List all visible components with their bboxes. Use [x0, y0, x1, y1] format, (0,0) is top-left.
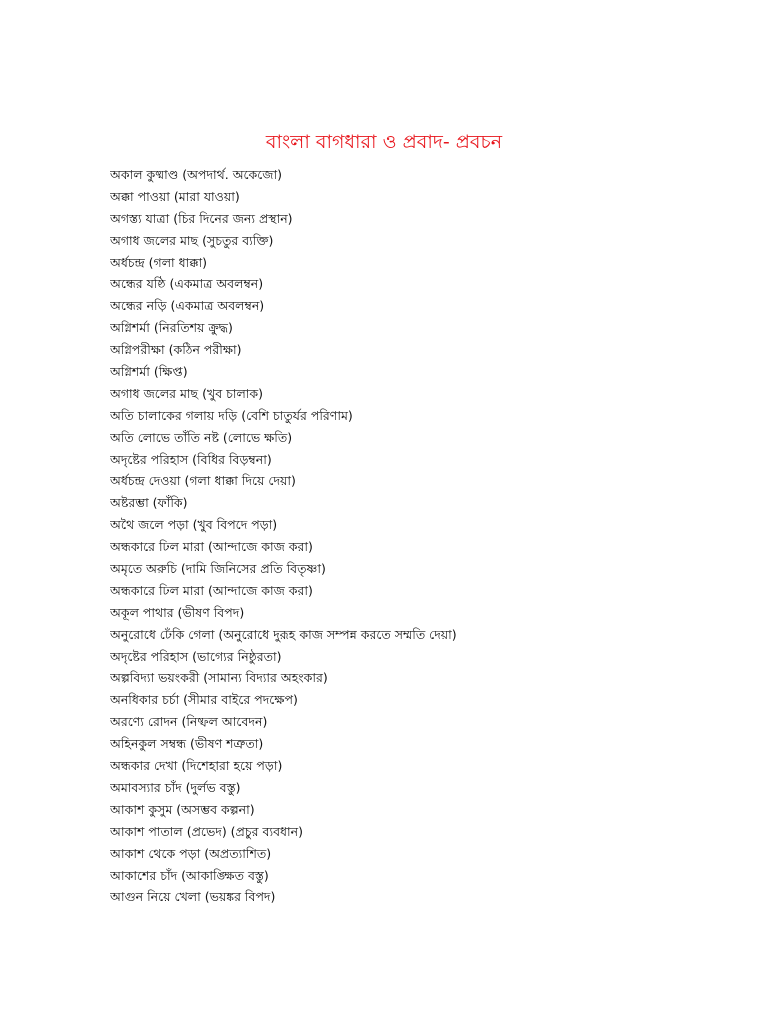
list-item: অন্ধের নড়ি (একমাত্র অবলম্বন)	[110, 298, 265, 314]
list-item: অতি লোভে তাঁতি নষ্ট (লোভে ক্ষতি)	[110, 429, 293, 445]
proverb-list	[110, 164, 730, 908]
list-item: আকাশ থেকে পড়া (অপ্রত্যাশিত)	[110, 845, 272, 861]
list-item: আগুন নিয়ে খেলা (ভয়ঙ্কর বিপদ)	[110, 889, 276, 905]
list-item: অগাধ জলের মাছ (খুব চালাক)	[110, 385, 264, 401]
list-item: অদৃষ্টের পরিহাস (ভাগ্যের নিষ্ঠুরতা)	[110, 648, 282, 664]
list-item: অহিনকুল সম্বন্ধ (ভীষণ শত্রুতা)	[110, 736, 264, 752]
list-item: অগস্ত্য যাত্রা (চির দিনের জন্য প্রস্থান)	[110, 210, 293, 226]
list-item: অন্ধকারে ঢিল মারা (আন্দাজে কাজ করা)	[110, 539, 313, 555]
list-item: অতি চালাকের গলায় দড়ি (বেশি চাতুর্যর পরিণাম)	[110, 407, 353, 423]
list-item: অন্ধকার দেখা (দিশেহারা হয়ে পড়া)	[110, 758, 283, 774]
list-item: অকূল পাথার (ভীষণ বিপদ)	[110, 604, 245, 620]
list-item: অমৃতে অরুচি (দামি জিনিসের প্রতি বিতৃষ্ণা)	[110, 561, 326, 577]
list-item: আকাশ কুসুম (অসম্ভব কল্পনা)	[110, 801, 255, 817]
list-item: আকাশ পাতাল (প্রভেদ) (প্রচুর ব্যবধান)	[110, 823, 303, 839]
list-item: অর্ধচন্দ্র দেওয়া (গলা ধাক্কা দিয়ে দেয়া)	[110, 473, 296, 489]
list-item: অন্ধকারে ঢিল মারা (আন্দাজে কাজ করা)	[110, 582, 313, 598]
list-item: অর্ধচন্দ্র (গলা ধাক্কা)	[110, 254, 207, 270]
list-item: অকাল কুষ্মাণ্ড (অপদার্থ. অকেজো)	[110, 167, 282, 182]
list-item: অনুরোধে ঢেঁকি গেলা (অনুরোধে দুরূহ কাজ সম্পন্ন করতে সম্মতি দেয়া)	[110, 626, 457, 642]
list-item: অদৃষ্টের পরিহাস (বিধির বিড়ম্বনা)	[110, 451, 272, 467]
list-item: অন্ধের যষ্ঠি (একমাত্র অবলম্বন)	[110, 276, 264, 292]
list-item: অল্পবিদ্যা ভয়ংকরী (সামান্য বিদ্যার অহংকার)	[110, 670, 328, 686]
list-item: অনধিকার চর্চা (সীমার বাইরে পদক্ষেপ)	[110, 692, 298, 708]
list-item: অগ্নিপরীক্ষা (কঠিন পরীক্ষা)	[110, 342, 242, 358]
list-item: অথৈ জলে পড়া (খুব বিপদে পড়া)	[110, 517, 278, 533]
list-item: অমাবস্যার চাঁদ (দুর্লভ বস্তু)	[110, 779, 241, 795]
list-item: অরণ্যে রোদন (নিষ্ফল আবেদন)	[110, 714, 268, 730]
list-item: অষ্টরম্ভা (ফাঁকি)	[110, 495, 188, 511]
page-title: বাংলা বাগধারা ও প্রবাদ- প্রবচন	[265, 131, 503, 153]
list-item: অগ্নিশর্মা (ক্ষিপ্ত)	[110, 364, 188, 380]
list-item: অগ্নিশর্মা (নিরতিশয় ক্রুদ্ধ)	[110, 320, 233, 336]
list-item: আকাশের চাঁদ (আকাঙ্ক্ষিত বস্তু)	[110, 867, 269, 883]
list-item: অক্কা পাওয়া (মারা যাওয়া)	[110, 188, 240, 204]
list-item: অগাধ জলের মাছ (সুচতুর ব্যক্তি)	[110, 232, 274, 248]
